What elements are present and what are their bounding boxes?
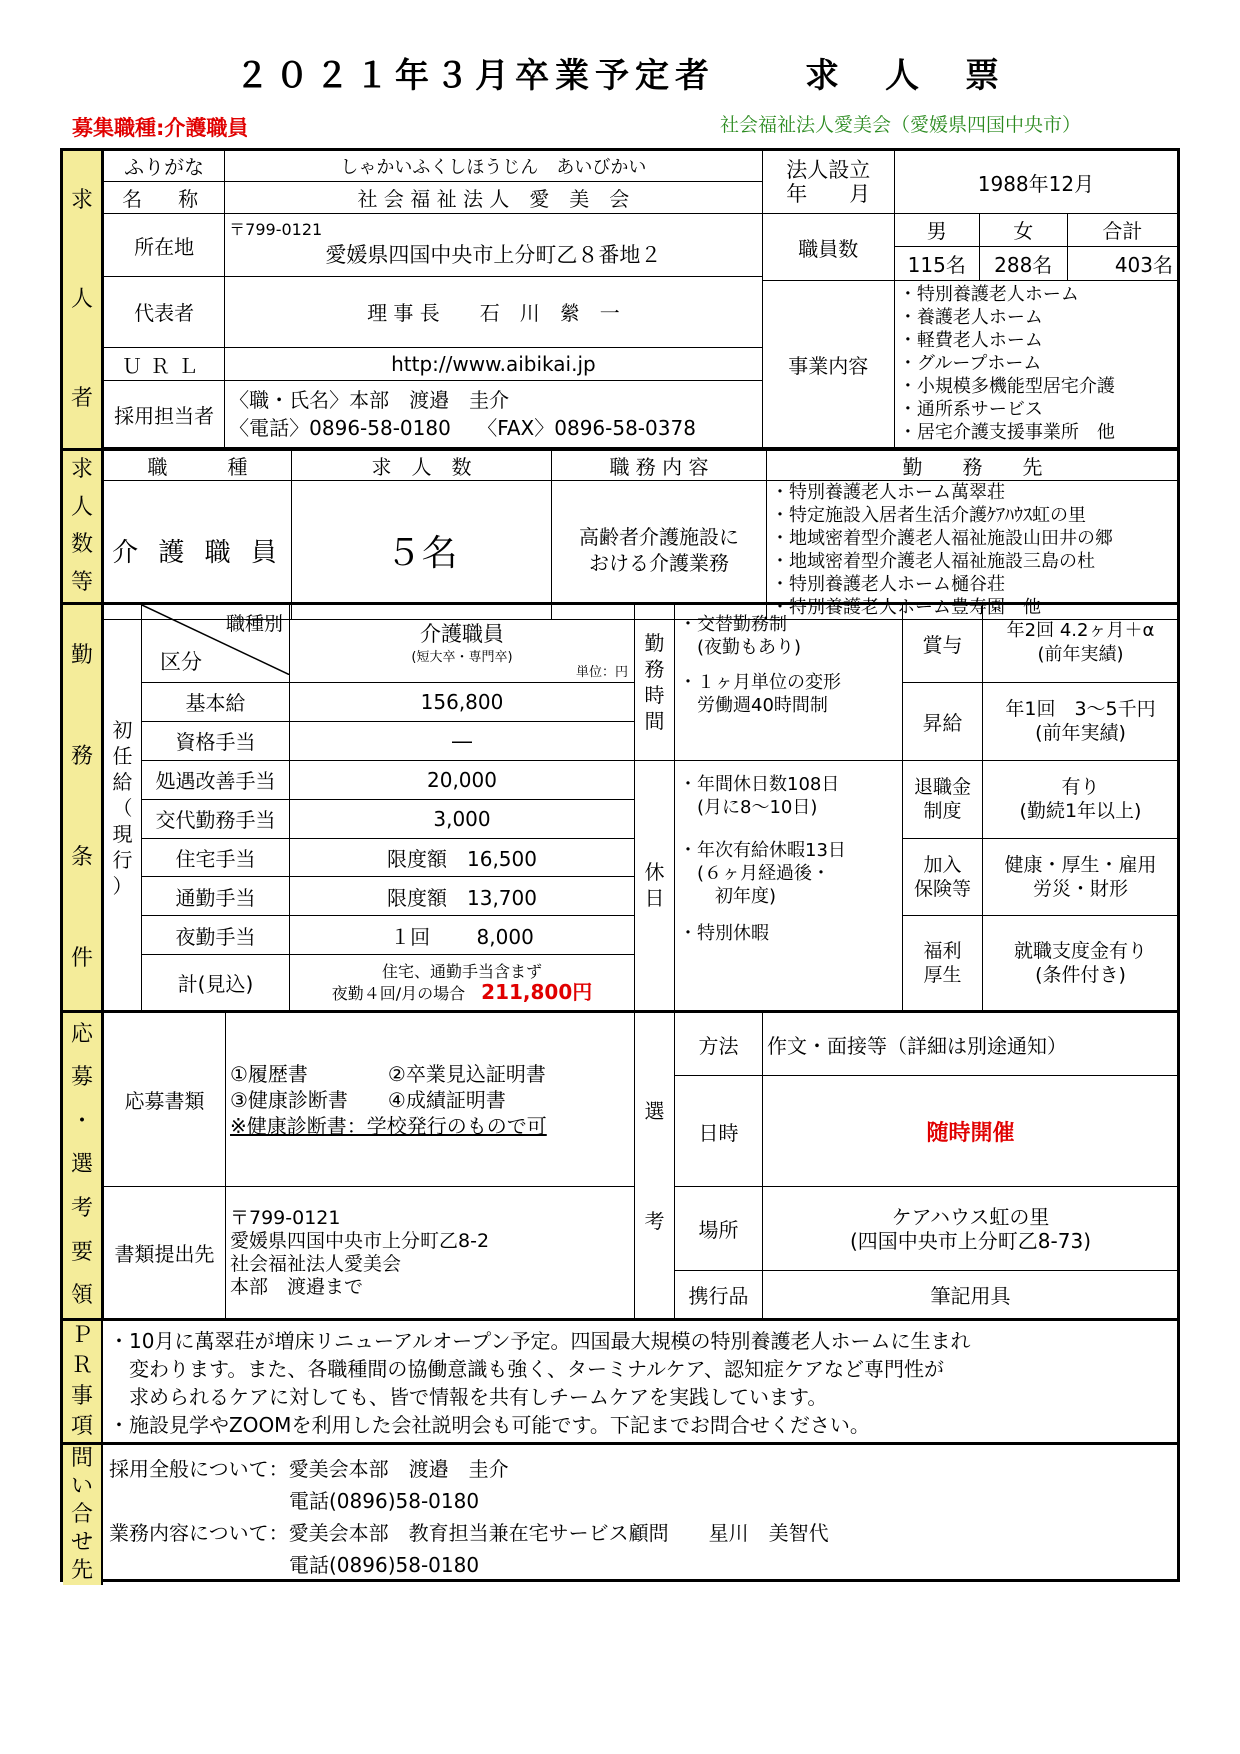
openings-header-count: 求 人 数: [292, 451, 552, 481]
starting-salary-label: 初 任 給 （ 現 行 ）: [104, 605, 142, 1011]
representative-label: 代表者: [104, 277, 225, 348]
selection-label: 選 考: [635, 1013, 675, 1319]
name-label: 名 称: [104, 181, 225, 214]
title-main: ２０２１年３月卒業予定者: [235, 56, 715, 96]
total-value: 211,800円: [481, 979, 593, 1004]
conditions-table: [103, 604, 1179, 1011]
job-type-label: 募集職種:介護職員: [72, 116, 249, 140]
section-openings: [63, 451, 1177, 618]
docs-label: 応募書類: [104, 1013, 226, 1187]
business-label: 事業内容: [762, 281, 894, 448]
openings-header-duties: 職 務 内 容: [552, 451, 767, 481]
established-label: 法人設立 年 月: [762, 151, 894, 214]
method-label: 方法: [675, 1013, 763, 1076]
url-label: ＵＲＬ: [104, 347, 225, 380]
total-cell: [290, 955, 635, 1011]
recruiter-contact: 〈電話〉0896-58-0180 〈FAX〉0896-58-0378: [229, 416, 696, 441]
business-list: ・特別養護老人ホーム ・養護老人ホーム ・軽費老人ホーム ・グループホーム ・小規模多機能型居宅介護 ・通所系サービス ・居宅介護支援事業所 他: [894, 281, 1177, 448]
furigana-value: しゃかいふくしほうじん あいびかい: [225, 151, 763, 182]
openings-header: 求 人 数 等: [63, 451, 103, 602]
openings-header-workplace: 勤 務 先: [767, 451, 1179, 481]
date-value: 随時開催: [763, 1076, 1179, 1187]
raise-label: 昇給: [903, 682, 983, 760]
url-value[interactable]: http://www.aibikai.jp: [225, 347, 763, 380]
place-label: 場所: [675, 1187, 763, 1271]
staff-header-total: 合計: [1067, 214, 1177, 247]
title-sub: 求 人 票: [805, 56, 1005, 96]
holiday-label: 休 日: [635, 760, 675, 1010]
raise-value: 年1回 3～5千円 (前年実績): [983, 682, 1179, 760]
total-note2: 夜勤４回/月の場合: [331, 983, 466, 1003]
unit-label: 単位：円: [575, 664, 628, 680]
staff-header-female: 女: [979, 214, 1067, 247]
openings-duties: 高齢者介護施設に おける介護業務: [552, 481, 767, 620]
salary-row-label: 処遇改善手当: [142, 760, 290, 799]
col-kubun-label: 区分: [160, 649, 202, 674]
staff-total: 403名: [1067, 246, 1177, 281]
section-employer: [63, 151, 1177, 451]
retirement-label: 退職金 制度: [903, 760, 983, 838]
bring-label: 携行品: [675, 1271, 763, 1319]
date-label: 日時: [675, 1076, 763, 1187]
salary-row-value: １回 8,000: [290, 916, 635, 955]
section-pr: [63, 1321, 1177, 1445]
section-application: [63, 1013, 1177, 1321]
hours-label: 勤 務 時 間: [635, 605, 675, 761]
openings-workplaces: ・特別養護老人ホーム萬翠荘 ・特定施設入居者生活介護ｹｱﾊｳｽ虹の里 ・地域密着型介護老人福祉施設山田井の郷 ・地域密着型介護老人福祉施設三島の杜 ・特別養護老人ホーム樋谷荘 ・特別養護老人ホーム豊寿園 他: [767, 481, 1179, 620]
staff-male: 115名: [894, 246, 979, 281]
total-label: 計(見込): [142, 955, 290, 1011]
openings-table: [103, 450, 1179, 620]
salary-row-value: 限度額 16,500: [290, 838, 635, 877]
salary-row-label: 住宅手当: [142, 838, 290, 877]
salary-row-value: 20,000: [290, 760, 635, 799]
bonus-label: 賞与: [903, 605, 983, 683]
openings-job: 介 護 職 員: [104, 481, 292, 620]
org-note: 社会福祉法人愛美会（愛媛県四国中央市）: [720, 114, 1082, 136]
col-job-label: 職種別: [225, 613, 283, 635]
pr-text: ・10月に萬翠荘が増床リニューアルオープン予定。四国最大規模の特別養護老人ホームに生まれ 変わります。また、各職種間の協働意識も強く、ターミナルケア、認知症ケアなど専門性が 求められるケアに対しても、皆で情報を共有しチームケアを実践しています。 ・施設見学やZOOMを利用した会社説明会も可能です。下記までお問合せください。: [109, 1329, 971, 1437]
address-postal: 〒799-0121: [229, 220, 323, 240]
salary-row-value: ―: [290, 721, 635, 760]
salary-diagonal-header: [142, 605, 290, 683]
salary-row-value: 3,000: [290, 799, 635, 838]
employer-table: [103, 150, 1178, 448]
welfare-value: 就職支度金有り (条件付き): [983, 916, 1179, 1011]
submit-address: 〒799-0121 愛媛県四国中央市上分町乙8-2 社会福祉法人愛美会 本部 渡邉まで: [226, 1187, 635, 1319]
address-value: 愛媛県四国中央市上分町乙８番地２: [325, 243, 662, 268]
contact-header: 問 い 合 せ 先: [63, 1445, 103, 1585]
address-label: 所在地: [104, 214, 225, 277]
pr-header: Ｐ Ｒ 事 項: [63, 1321, 103, 1442]
submit-label: 書類提出先: [104, 1187, 226, 1319]
insurance-value: 健康・厚生・雇用 労災・財形: [983, 838, 1179, 916]
holiday-list: ・年間休日数108日 (月に8～10日) ・年次有給休暇13日 (６ヶ月経過後・ 初年度) ・特別休暇: [675, 760, 903, 1010]
salary-row-label: 基本給: [142, 682, 290, 721]
staff-female: 288名: [979, 246, 1067, 281]
salary-row-label: 夜勤手当: [142, 916, 290, 955]
recruiter-label: 採用担当者: [104, 381, 225, 448]
openings-count: ５名: [292, 481, 552, 620]
bonus-value: 年2回 4.2ヶ月＋α (前年実績): [983, 605, 1179, 683]
contact-text: 採用全般について：愛美会本部 渡邉 圭介 電話(0896)58-0180 業務内容について：愛美会本部 教育担当兼在宅サービス顧問 星川 美智代 電話(0896)58-0180: [109, 1457, 829, 1577]
salary-row-value: 限度額 13,700: [290, 877, 635, 916]
name-value: 社 会 福 祉 法 人 愛 美 会: [225, 181, 763, 214]
employer-header: 求 人 者: [63, 151, 103, 448]
openings-header-job: 職 種: [104, 451, 292, 481]
bring-value: 筆記用具: [763, 1271, 1179, 1319]
place-value: ケアハウス虹の里 (四国中央市上分町乙8-73): [763, 1187, 1179, 1271]
section-contact: [63, 1445, 1177, 1585]
welfare-label: 福利 厚生: [903, 916, 983, 1011]
application-table: [103, 1012, 1179, 1319]
furigana-label: ふりがな: [104, 151, 225, 182]
salary-row-label: 交代勤務手当: [142, 799, 290, 838]
recruiter-name: 〈職・氏名〉本部 渡邉 圭介: [229, 388, 510, 413]
address-cell: [225, 214, 763, 277]
conditions-header: 勤 務 条 件: [63, 605, 103, 1010]
recruiter-cell: [225, 381, 763, 448]
method-value: 作文・面接等（詳細は別途通知）: [763, 1013, 1179, 1076]
docs-list: ①履歴書 ②卒業見込証明書 ③健康診断書 ④成績証明書 ※健康診断書：学校発行のもので可: [226, 1013, 635, 1187]
salary-row-value: 156,800: [290, 682, 635, 721]
staff-label: 職員数: [762, 214, 894, 281]
page-title: [0, 48, 1240, 97]
retirement-value: 有り (勤続1年以上): [983, 760, 1179, 838]
total-note1: 住宅、通勤手当含まず: [381, 961, 542, 981]
salary-row-label: 資格手当: [142, 721, 290, 760]
salary-row-label: 通勤手当: [142, 877, 290, 916]
established-value: 1988年12月: [894, 151, 1177, 214]
staff-header-male: 男: [894, 214, 979, 247]
application-header: 応 募 ・ 選 考 要 領: [63, 1013, 103, 1318]
hours-list: ・交替勤務制 (夜勤もあり) ・１ヶ月単位の変形 労働週40時間制: [675, 605, 903, 761]
section-conditions: [63, 605, 1177, 1013]
job-posting-form: [60, 148, 1180, 1582]
representative-value: 理 事 長 石 川 縈 一: [225, 277, 763, 348]
salary-job-header: 介護職員 (短大卒・専門卒) 単位：円: [290, 605, 635, 683]
insurance-label: 加入 保険等: [903, 838, 983, 916]
